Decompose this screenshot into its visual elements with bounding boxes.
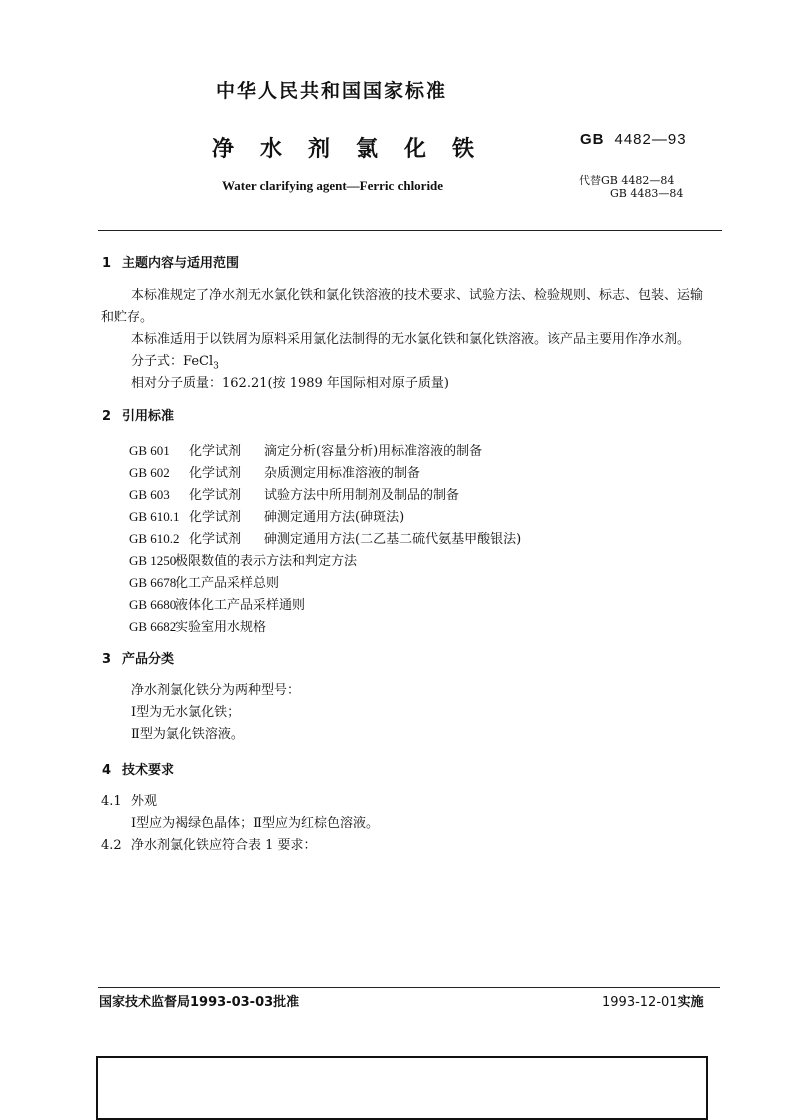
subsection-title: 外观 [131,794,158,809]
formula-sub: 3 [213,361,219,372]
ref-item [129,484,459,503]
s4-2-heading [101,835,317,857]
s3-line3: Ⅱ型为氯化铁溶液。 [131,727,244,742]
ref-title: 砷测定通用方法(二乙基二硫代氨基甲酸银法) [264,532,522,547]
section-title: 技术要求 [122,763,175,778]
issuing-body: 中华人民共和国国家标准 [216,80,448,102]
ref-code: GB 6678 [129,575,177,590]
section-2-heading [102,405,174,424]
replaces-block [579,174,683,200]
ref-code: GB 602 [129,465,170,480]
replaces-1: GB 4482—84 [601,174,675,187]
code-prefix: GB [580,131,605,148]
formula-label: 分子式： [131,354,184,369]
section-title: 引用标准 [122,409,175,424]
ref-code: GB 1250 [129,553,177,568]
ref-title: 液体化工产品采样通则 [175,598,306,613]
section-number: 2 [102,409,112,424]
subsection-text: 净水剂氯化铁应符合表 1 要求： [131,838,317,853]
s1-para2: 本标准适用于以铁屑为原料采用氯化法制得的无水氯化铁和氯化铁溶液。该产品主要用作净水剂。 [131,332,691,347]
ref-title: 杂质测定用标准溶液的制备 [264,466,421,481]
formula-base: FeCl [183,354,214,369]
section-number: 3 [102,652,112,667]
subsection-number: 4.1 [101,794,122,809]
ref-code: GB 6680 [129,597,177,612]
footer-rule [98,987,720,988]
s3-line1: 净水剂氯化铁分为两种型号： [131,683,301,698]
subsection-number: 4.2 [101,838,122,853]
next-page-box [96,1056,708,1120]
ref-code: GB 601 [129,443,170,458]
ref-category: 化学试剂 [189,444,242,459]
approval-line: 国家技术监督局1993-03-03批准 [99,995,300,1010]
implementation-date: 1993-12-01 [602,995,678,1010]
section-4-heading [102,759,174,778]
ref-item [129,506,404,525]
standard-code [580,131,687,148]
implementation-line [602,991,704,1010]
ref-category: 化学试剂 [189,488,242,503]
ref-code: GB 603 [129,487,170,502]
ref-title: 实验室用水规格 [175,620,267,635]
ref-title: 化工产品采样总则 [175,576,280,591]
replaces-2: GB 4483—84 [610,187,684,200]
ref-item [129,440,482,459]
ref-title: 砷测定通用方法(砷斑法) [264,510,405,525]
ref-category: 化学试剂 [189,510,242,525]
s4-1-text: Ⅰ型应为褐绿色晶体；Ⅱ型应为红棕色溶液。 [131,816,379,831]
header-rule [98,230,722,231]
code-number: 4482—93 [614,131,687,148]
ref-code: GB 6682 [129,619,177,634]
section-3-heading [102,648,174,667]
ref-title: 极限数值的表示方法和判定方法 [175,554,358,569]
ref-code: GB 610.1 [129,509,180,524]
s1-mass: 相对分子质量：162.21(按 1989 年国际相对原子质量) [131,376,449,391]
replaces-label: 代替 [579,174,601,187]
ref-item [129,616,266,635]
s3-line2: Ⅰ型为无水氯化铁； [131,705,241,720]
ref-category: 化学试剂 [189,466,242,481]
implementation-label: 实施 [677,995,704,1010]
section-title: 主题内容与适用范围 [122,256,240,271]
ref-title: 试验方法中所用制剂及制品的制备 [264,488,460,503]
section-number: 4 [102,763,112,778]
ref-item [129,572,279,591]
s4-1-heading [101,791,157,813]
standard-title-en: Water clarifying agent—Ferric chloride [222,178,444,193]
ref-item [129,528,521,547]
ref-item [129,594,305,613]
s1-para1: 本标准规定了净水剂无水氯化铁和氯化铁溶液的技术要求、试验方法、检验规则、标志、包装、运输 [131,288,704,303]
ref-category: 化学试剂 [189,532,242,547]
ref-title: 滴定分析(容量分析)用标准溶液的制备 [264,444,483,459]
ref-item [129,550,357,569]
s1-para1-cont: 和贮存。 [101,310,154,325]
section-title: 产品分类 [122,652,175,667]
ref-item [129,462,420,481]
section-1-heading [102,252,239,271]
standard-title: 净水剂氯化铁 [212,137,501,162]
section-number: 1 [102,256,112,271]
ref-code: GB 610.2 [129,531,180,546]
